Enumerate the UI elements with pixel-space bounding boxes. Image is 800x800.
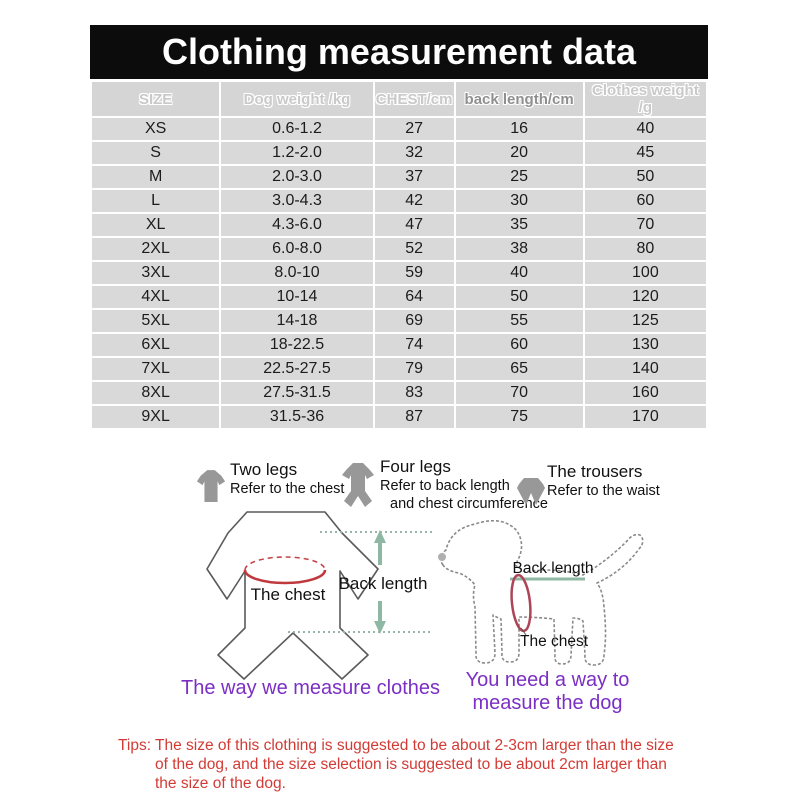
cell-clothes-weight: 100 [585, 262, 706, 284]
cell-dog-weight: 2.0-3.0 [221, 166, 373, 188]
legend-desc: Refer to the chest [230, 481, 345, 497]
cell-back-length: 70 [456, 382, 583, 404]
cell-clothes-weight: 40 [585, 118, 706, 140]
cell-clothes-weight: 140 [585, 358, 706, 380]
table-row [92, 238, 706, 260]
cell-clothes-weight: 80 [585, 238, 706, 260]
cell-chest: 52 [375, 238, 454, 260]
col-header-chest: CHEST/cm [375, 82, 454, 116]
table-row [92, 406, 706, 428]
table-row [92, 286, 706, 308]
cell-dog-weight: 4.3-6.0 [221, 214, 373, 236]
tips-line: the size of the dog. [155, 775, 286, 792]
cell-back-length: 60 [456, 334, 583, 356]
cell-back-length: 50 [456, 286, 583, 308]
col-header-clothes-weight: Clothes weight /g [585, 82, 706, 116]
table-row [92, 382, 706, 404]
cell-size: 3XL [92, 262, 219, 284]
clothes-back-length-label: Back length [338, 574, 428, 593]
cell-back-length: 55 [456, 310, 583, 332]
cell-size: 7XL [92, 358, 219, 380]
cell-dog-weight: 10-14 [221, 286, 373, 308]
legend-item-two-legs [196, 460, 356, 498]
cell-dog-weight: 1.2-2.0 [221, 142, 373, 164]
cell-dog-weight: 6.0-8.0 [221, 238, 373, 260]
cell-clothes-weight: 70 [585, 214, 706, 236]
table-row [92, 118, 706, 140]
tips-line: of the dog, and the size selection is suggested to be about 2cm larger than [155, 756, 667, 773]
dog-measuring-diagram [435, 515, 665, 685]
cell-size: M [92, 166, 219, 188]
table-row [92, 142, 706, 164]
cell-back-length: 75 [456, 406, 583, 428]
cell-chest: 42 [375, 190, 454, 212]
cell-clothes-weight: 120 [585, 286, 706, 308]
cell-dog-weight: 31.5-36 [221, 406, 373, 428]
legend-title: The trousers [547, 462, 643, 481]
cell-chest: 64 [375, 286, 454, 308]
cell-chest: 79 [375, 358, 454, 380]
cell-size: 8XL [92, 382, 219, 404]
cell-clothes-weight: 60 [585, 190, 706, 212]
cell-chest: 87 [375, 406, 454, 428]
cell-back-length: 38 [456, 238, 583, 260]
table-row [92, 334, 706, 356]
cell-back-length: 20 [456, 142, 583, 164]
dog-nose [438, 553, 446, 561]
table-row [92, 166, 706, 188]
cell-size: 6XL [92, 334, 219, 356]
cell-clothes-weight: 160 [585, 382, 706, 404]
cell-clothes-weight: 45 [585, 142, 706, 164]
two-legs-garment-icon [196, 468, 226, 504]
tips-text [118, 736, 718, 793]
clothes-caption: The way we measure clothes [181, 677, 441, 699]
cell-clothes-weight: 50 [585, 166, 706, 188]
table-row [92, 190, 706, 212]
tips-line: Tips: The size of this clothing is suggested to be about 2-3cm larger than the size [118, 737, 674, 754]
cell-chest: 47 [375, 214, 454, 236]
cell-dog-weight: 8.0-10 [221, 262, 373, 284]
cell-size: 2XL [92, 238, 219, 260]
cell-size: 4XL [92, 286, 219, 308]
dog-back-length-label: Back length [512, 560, 594, 577]
legend-title: Four legs [380, 457, 451, 476]
cell-back-length: 16 [456, 118, 583, 140]
clothes-measuring-diagram [200, 503, 435, 683]
page-title: Clothing measurement data [161, 31, 637, 72]
cell-size: S [92, 142, 219, 164]
cell-chest: 69 [375, 310, 454, 332]
cell-back-length: 25 [456, 166, 583, 188]
cell-size: 9XL [92, 406, 219, 428]
dog-caption-line1: You need a way to [465, 669, 630, 691]
clothes-chest-label: The chest [250, 585, 326, 604]
cell-dog-weight: 14-18 [221, 310, 373, 332]
legend-item-trousers [516, 462, 686, 500]
cell-clothes-weight: 125 [585, 310, 706, 332]
table-row [92, 262, 706, 284]
cell-clothes-weight: 170 [585, 406, 706, 428]
legend-desc: Refer to back length [380, 478, 510, 494]
table-row [92, 310, 706, 332]
cell-clothes-weight: 130 [585, 334, 706, 356]
legend-desc: Refer to the waist [547, 483, 660, 499]
cell-size: 5XL [92, 310, 219, 332]
cell-size: XL [92, 214, 219, 236]
cell-chest: 59 [375, 262, 454, 284]
cell-chest: 27 [375, 118, 454, 140]
cell-back-length: 30 [456, 190, 583, 212]
cell-dog-weight: 22.5-27.5 [221, 358, 373, 380]
cell-size: L [92, 190, 219, 212]
cell-back-length: 65 [456, 358, 583, 380]
size-table-header-row [92, 82, 706, 116]
cell-chest: 74 [375, 334, 454, 356]
table-row [92, 358, 706, 380]
cell-chest: 32 [375, 142, 454, 164]
size-table [90, 80, 708, 430]
dog-chest-label: The chest [520, 633, 589, 650]
cell-chest: 83 [375, 382, 454, 404]
cell-dog-weight: 27.5-31.5 [221, 382, 373, 404]
cell-back-length: 40 [456, 262, 583, 284]
dog-caption-line2: measure the dog [472, 692, 623, 714]
col-header-back-length: back length/cm [456, 82, 583, 116]
col-header-dog-weight: Dog weight /kg [221, 82, 373, 116]
col-header-size: SIZE [92, 82, 219, 116]
cell-dog-weight: 3.0-4.3 [221, 190, 373, 212]
dog-caption [445, 669, 650, 715]
cell-chest: 37 [375, 166, 454, 188]
cell-size: XS [92, 118, 219, 140]
title-bar [90, 25, 708, 79]
table-row [92, 214, 706, 236]
trousers-icon [516, 478, 546, 506]
legend-desc: and chest circumference [390, 496, 548, 512]
cell-dog-weight: 0.6-1.2 [221, 118, 373, 140]
size-table-body [92, 118, 706, 428]
cell-back-length: 35 [456, 214, 583, 236]
cell-dog-weight: 18-22.5 [221, 334, 373, 356]
legend-title: Two legs [230, 460, 298, 479]
